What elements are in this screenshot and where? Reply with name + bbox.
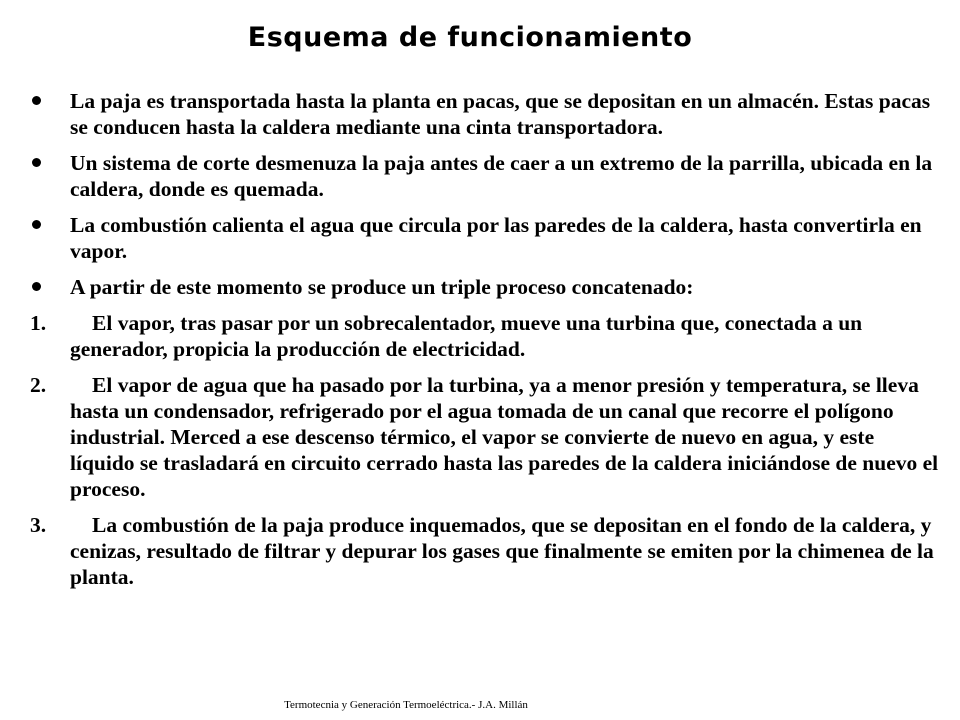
bullet-text: Un sistema de corte desmenuza la paja antes de caer a un extremo de la parrilla, ubicada en la caldera, donde es quemada. bbox=[70, 151, 933, 201]
bullet-icon bbox=[30, 212, 66, 238]
bullet-text: La combustión calienta el agua que circula por las paredes de la caldera, hasta convertirla en vapor. bbox=[70, 213, 922, 263]
bullet-item bbox=[30, 274, 942, 300]
page-title: Esquema de funcionamiento bbox=[247, 22, 693, 53]
numbered-item bbox=[30, 310, 942, 362]
numbered-item bbox=[30, 512, 942, 590]
bullet-icon bbox=[30, 88, 66, 114]
footer-credit: Termotecnia y Generación Termoeléctrica.- J.A. Millán bbox=[284, 699, 528, 711]
bullet-item bbox=[30, 88, 942, 140]
numbered-text: El vapor, tras pasar por un sobrecalentador, mueve una turbina que, conectada a un generador, propicia la producción de electricidad. bbox=[70, 311, 863, 361]
bullet-text: La paja es transportada hasta la planta en pacas, que se depositan en un almacén. Estas pacas se conducen hasta la caldera mediante una cinta transportadora. bbox=[70, 89, 931, 139]
bullet-icon bbox=[30, 274, 66, 300]
numbered-text: El vapor de agua que ha pasado por la turbina, ya a menor presión y temperatura, se lleva hasta un condensador, refrigerado por el agua tomada de un canal que recorre el polígono industrial. Merced a ese descenso térmico, el vapor se convierte de nuevo en agua, y este líquido se trasladará en circuito cerrado hasta las paredes de la caldera iniciándose de nuevo el proceso. bbox=[70, 373, 939, 501]
bullet-item bbox=[30, 150, 942, 202]
numbered-item bbox=[30, 372, 942, 502]
bullet-icon bbox=[30, 150, 66, 176]
content-body bbox=[30, 88, 942, 600]
item-number: 2. bbox=[30, 373, 47, 397]
bullet-text: A partir de este momento se produce un triple proceso concatenado: bbox=[70, 275, 694, 299]
item-number: 1. bbox=[30, 311, 47, 335]
bullet-item bbox=[30, 212, 942, 264]
item-number: 3. bbox=[30, 513, 47, 537]
numbered-text: La combustión de la paja produce inquemados, que se depositan en el fondo de la caldera, y cenizas, resultado de filtrar y depurar los gases que finalmente se emiten por la chimenea de la planta. bbox=[70, 513, 934, 589]
